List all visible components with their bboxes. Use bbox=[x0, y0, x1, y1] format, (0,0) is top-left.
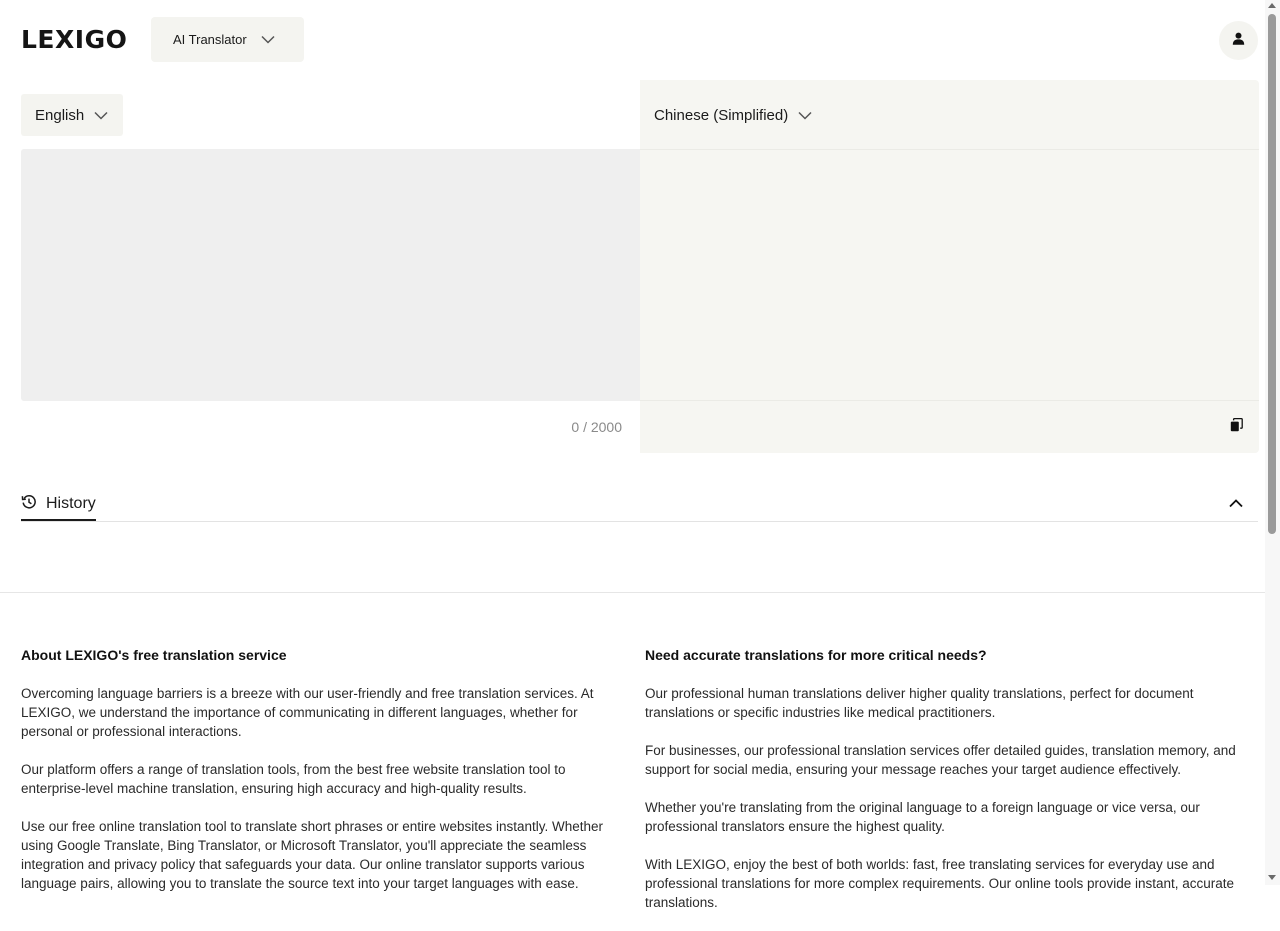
character-count: 0 / 2000 bbox=[571, 419, 622, 435]
tool-select-label: AI Translator bbox=[173, 32, 247, 47]
copy-button[interactable] bbox=[1227, 418, 1245, 436]
target-pane bbox=[640, 80, 1259, 453]
user-icon bbox=[1232, 32, 1245, 50]
target-language-select[interactable] bbox=[654, 104, 812, 126]
about-paragraph: Our platform offers a range of translation tools, from the best free website translation tool to enterprise-level machine translation, ensuring high accuracy and high-quality results. bbox=[21, 762, 566, 796]
history-toggle-button[interactable] bbox=[1227, 495, 1245, 513]
target-divider bbox=[640, 400, 1259, 401]
source-language-select[interactable] bbox=[21, 94, 123, 136]
copy-icon bbox=[1230, 418, 1243, 437]
source-text-input[interactable] bbox=[21, 149, 640, 401]
chevron-down-icon bbox=[94, 107, 108, 124]
scroll-up-arrow[interactable] bbox=[1268, 3, 1276, 8]
translation-output bbox=[640, 150, 1259, 400]
tool-select[interactable] bbox=[151, 17, 304, 62]
about-paragraph: With LEXIGO, enjoy the best of both worlds: fast, free translating services for everyday use and professional translations for more complex requirements. Our online tools provide instant, accurate translations. bbox=[645, 857, 1235, 910]
about-critical-needs bbox=[645, 646, 1255, 931]
about-paragraph: Use our free online translation tool to translate short phrases or entire websites instantly. Whether using Google Translate, Bing Translator, or Microsoft Translator, you'll appreciate the seamless integration and privacy policy that safeguards your data. Our online translator supports various language pairs, allowing you to translate the source text into your target languages with ease. bbox=[21, 819, 604, 891]
scrollbar-thumb[interactable] bbox=[1268, 14, 1276, 534]
about-paragraph: Our professional human translations deliver higher quality translations, perfect for document translations or specific industries like medical practitioners. bbox=[645, 686, 1194, 720]
history-divider bbox=[21, 521, 1258, 522]
about-free-service bbox=[21, 646, 626, 912]
about-critical-needs-title: Need accurate translations for more critical needs? bbox=[645, 647, 987, 663]
page-scrollbar[interactable] bbox=[1265, 0, 1280, 885]
chevron-down-icon bbox=[261, 32, 275, 47]
chevron-up-icon bbox=[1229, 495, 1243, 513]
chevron-down-icon bbox=[798, 107, 812, 124]
section-divider bbox=[0, 592, 1265, 593]
about-paragraph: Whether you're translating from the original language to a foreign language or vice versa, our professional translators ensure the highest quality. bbox=[645, 800, 1200, 834]
account-button[interactable] bbox=[1219, 21, 1258, 60]
about-free-service-title: About LEXIGO's free translation service bbox=[21, 647, 287, 663]
history-label: History bbox=[46, 495, 96, 512]
target-language-label: Chinese (Simplified) bbox=[654, 106, 789, 124]
history-tab[interactable] bbox=[21, 494, 96, 521]
history-icon bbox=[21, 494, 37, 515]
logo[interactable]: LEXIGO bbox=[21, 25, 128, 54]
scroll-down-arrow[interactable] bbox=[1268, 875, 1276, 880]
about-paragraph: For businesses, our professional translation services offer detailed guides, translation memory, and support for social media, ensuring your message reaches your target audience effectively. bbox=[645, 743, 1236, 777]
about-paragraph: Overcoming language barriers is a breeze with our user-friendly and free translation services. At LEXIGO, we understand the importance of communicating in different languages, whether for personal or professional interactions. bbox=[21, 686, 594, 739]
source-language-label: English bbox=[35, 106, 85, 124]
